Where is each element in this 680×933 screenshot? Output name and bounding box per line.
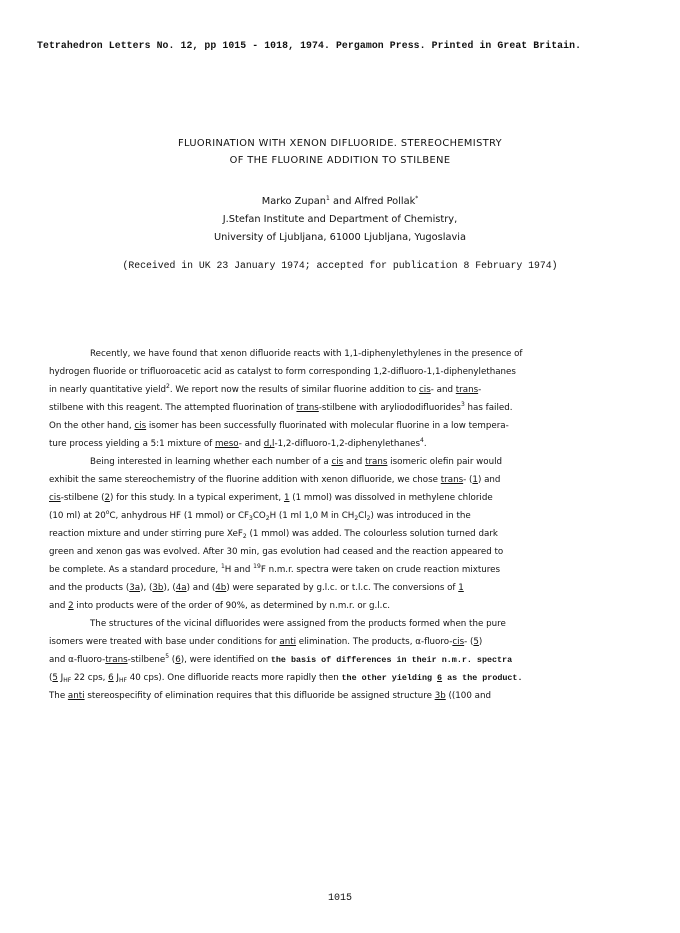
article-title-line-2: OF THE FLUORINE ADDITION TO STILBENE (229, 155, 451, 166)
text: 3a (129, 583, 141, 593)
text: 1 (283, 493, 290, 503)
text: cis (49, 493, 61, 503)
author-2-footnote: * (415, 195, 419, 202)
text: 3b (434, 691, 446, 701)
text: in nearly quantitative yield (49, 385, 167, 395)
author-2: and Alfred Pollak (332, 196, 416, 207)
text: and α-fluoro- (49, 655, 106, 665)
text: the basis of differences in their n.m.r. spectra (270, 655, 513, 665)
footnote-ref: 2 (166, 383, 170, 390)
text: isomer has been successfully fluorinated with molecular fluorine in a low tempera- (146, 421, 509, 431)
text: The (49, 691, 68, 701)
text: ), ( (140, 583, 153, 593)
text: has failed. (464, 403, 513, 413)
text: into products were of the order of 90%, as determined by n.m.r. or g.l.c. (73, 601, 390, 611)
subscript: 3 (249, 515, 253, 522)
author-1: Marko Zupan (261, 196, 327, 207)
text: ) and ( (186, 583, 216, 593)
body-line-7 (90, 456, 502, 468)
body-line-8 (49, 474, 500, 486)
text: as the product. (442, 673, 523, 683)
text: stereospecifity of elimination requires that this difluoride be assigned structure (84, 691, 435, 701)
text: isomers were treated with base under conditions for (49, 637, 280, 647)
subscript: HF (63, 677, 72, 684)
text: and (343, 457, 366, 467)
text: - ( (464, 637, 474, 647)
body-line-4 (49, 402, 513, 414)
text: ( (49, 673, 53, 683)
text: meso (214, 439, 239, 449)
text: - ( (463, 475, 473, 485)
text: ) was introduced in the (370, 511, 471, 521)
text: - and (238, 439, 264, 449)
body-line-1: Recently, we have found that xenon difluoride reacts with 1,1-diphenylethylenes in the presence of (90, 349, 523, 359)
text: (1 mmol) was dissolved in methylene chloride (289, 493, 493, 503)
body-line-15 (49, 600, 390, 612)
text: 6 (175, 655, 181, 665)
text: (10 ml) at 20 (49, 511, 106, 521)
footnote-ref: 3 (460, 401, 465, 408)
subscript: 2 (366, 515, 371, 522)
text: exhibit the same stereochemistry of the fluorine addition with xenon difluoride, we chose (49, 475, 441, 485)
text: 2 (104, 493, 111, 503)
text: trans (455, 385, 479, 395)
text: anti (67, 691, 85, 701)
text: - and (430, 385, 456, 395)
text: -stilbene ( (60, 493, 105, 503)
article-title-line-1: FLUORINATION WITH XENON DIFLUORIDE. STEREOCHEMISTRY (177, 138, 503, 149)
text: -1,2-difluoro-1,2-diphenylethanes (274, 439, 421, 449)
page-number: 1015 (327, 893, 352, 904)
body-line-10 (49, 510, 471, 522)
text: isomeric olefin pair would (387, 457, 503, 467)
text: cis (452, 637, 465, 647)
body-line-9 (49, 492, 493, 504)
text: 5 (473, 637, 479, 647)
subscript: 2 (354, 515, 359, 522)
subscript: HF (119, 677, 127, 684)
text: J (57, 673, 64, 683)
text: cis (419, 385, 431, 395)
received-note: (Received in UK 23 January 1974; accepted for publication 8 February 1974) (122, 260, 558, 271)
text: 1 (472, 475, 478, 485)
text: anti (279, 637, 297, 647)
text: 40 cps). One difluoride reacts more rapidly then (126, 673, 342, 683)
affiliation-line-1: J.Stefan Institute and Department of Chemistry, (222, 214, 458, 225)
body-line-16: The structures of the vicinal difluorides were assigned from the products formed when the pure (90, 619, 506, 629)
authors (0, 196, 680, 207)
text: 3b (152, 583, 164, 593)
text: 2 (68, 601, 74, 611)
text: ( (169, 655, 176, 665)
body-line-3 (49, 384, 481, 396)
body-line-6 (49, 438, 427, 450)
text: H and (224, 565, 254, 575)
text: cis (331, 457, 344, 467)
text: 22 cps, (71, 673, 109, 683)
body-line-12: green and xenon gas was evolved. After 30 min, gas evolution had ceased and the reaction appeared to (49, 547, 504, 557)
body-line-2: hydrogen fluoride or trifluoroacetic acid as catalyst to form corresponding 1,2-difluoro-1,1-diphenylethanes (49, 367, 516, 377)
text: ), were identified on (180, 655, 271, 665)
text: elimination. The products, α-fluoro- (296, 637, 453, 647)
text: d,l (263, 439, 275, 449)
body-line-19 (49, 672, 522, 684)
text: 6 (108, 673, 114, 683)
text: cis (134, 421, 147, 431)
footnote-ref: 4 (420, 437, 424, 444)
text: and the products ( (49, 583, 130, 593)
degree-sign: o (105, 509, 110, 516)
text: and (49, 601, 69, 611)
text: ), ( (163, 583, 176, 593)
text: trans (440, 475, 464, 485)
text: be complete. As a standard procedure, (49, 565, 221, 575)
text: ) were separated by g.l.c. or t.l.c. The conversions of (226, 583, 459, 593)
affiliation-line-2: University of Ljubljana, 61000 Ljubljana, Yugoslavia (214, 232, 466, 243)
text: . We report now the results of similar fluorine addition to (169, 385, 420, 395)
text: - (478, 385, 482, 395)
text: 1 (458, 583, 464, 593)
text: 5 (52, 673, 58, 683)
text: ture process yielding a 5:1 mixture of (49, 439, 215, 449)
text: 6 (437, 673, 443, 683)
author-1-footnote: 1 (326, 195, 330, 202)
text: reaction mixture and under stirring pure XeF (49, 529, 243, 539)
text: 4b (215, 583, 227, 593)
body-line-17 (49, 636, 482, 648)
text: -stilbene with aryliododifluorides (318, 403, 461, 413)
superscript: 1 (220, 563, 225, 570)
text: ((100 and (445, 691, 491, 701)
text: C, anhydrous HF (1 mmol) or CF (109, 511, 250, 521)
text: Being interested in learning whether each number of a (90, 457, 332, 467)
text: trans (105, 655, 128, 665)
body-line-14 (49, 582, 464, 594)
body-line-11 (49, 528, 498, 540)
footnote-ref: 5 (165, 653, 170, 660)
text: trans (365, 457, 388, 467)
text: the other yielding (341, 673, 438, 683)
text: Cl (358, 511, 367, 521)
text: ) for this study. In a typical experiment, (110, 493, 284, 503)
superscript: 19 (253, 563, 261, 570)
body-line-20 (49, 690, 491, 702)
text: ) (478, 637, 483, 647)
journal-header: Tetrahedron Letters No. 12, pp 1015 - 1018, 1974. Pergamon Press. Printed in Great Britain. (37, 40, 582, 51)
text: trans (296, 403, 319, 413)
body-line-13 (49, 564, 500, 576)
text: 4a (175, 583, 187, 593)
text: -stilbene (127, 655, 166, 665)
text: ) and (477, 475, 501, 485)
text: H (1 ml 1,0 M in CH (269, 511, 355, 521)
text: F n.m.r. spectra were taken on crude reaction mixtures (260, 565, 501, 575)
text: (1 mmol) was added. The colourless solution turned dark (246, 529, 498, 539)
text: J (113, 673, 119, 683)
body-line-5 (49, 420, 509, 432)
subscript: 2 (265, 515, 270, 522)
body-line-18 (49, 654, 512, 666)
text: CO (252, 511, 266, 521)
subscript: 2 (242, 533, 247, 540)
text: stilbene with this reagent. The attempted fluorination of (49, 403, 297, 413)
text: On the other hand, (49, 421, 135, 431)
text: . (423, 439, 427, 449)
